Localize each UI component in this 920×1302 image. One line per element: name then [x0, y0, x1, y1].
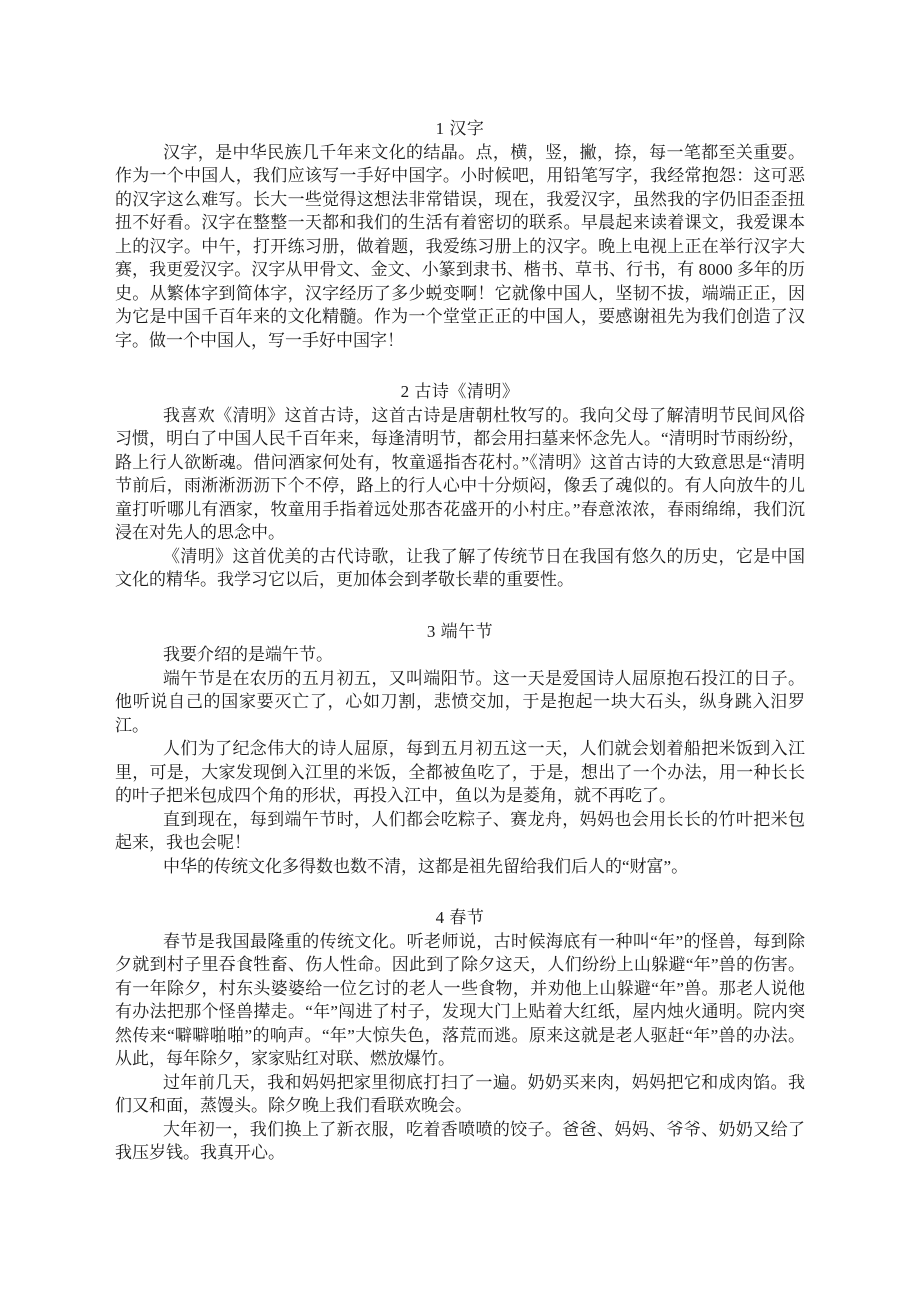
section-4-paragraph-1: 春节是我国最隆重的传统文化。听老师说，古时候海底有一种叫“年”的怪兽，每到除夕就到村子里吞食牲畜、伤人性命。因此到了除夕这天，人们纷纷上山躲避“年”兽的伤害。有一年除夕，村东头婆婆给一位乞讨的老人一些食物，并劝他上山躲避“年”兽。那老人说他有办法把那个怪兽撵走。“年”闯进了村子，发现大门上贴着大红纸，屋内烛火通明。院内突然传来“噼噼啪啪”的响声。“年”大惊失色，落荒而逃。原来这就是老人驱赶“年”兽的办法。从此，每年除夕，家家贴红对联、燃放爆竹。: [115, 931, 805, 1068]
section-duanwujie: [115, 620, 805, 879]
section-3-paragraph-1: 我要介绍的是端午节。: [163, 645, 333, 664]
section-chunjie: [115, 906, 805, 1165]
section-1-title: 1 汉字: [435, 119, 485, 138]
section-2-paragraph-1: 我喜欢《清明》这首古诗，这首古诗是唐朝杜牧写的。我向父母了解清明节民间风俗习惯，明白了中国人民千百年来，每逢清明节，都会用扫墓来怀念先人。“清明时节雨纷纷，路上行人欲断魂。借问酒家何处有，牧童遥指杏花村。”《清明》这首古诗的大致意思是“清明节前后，雨淅淅沥沥下个不停，路上的行人心中十分烦闷，像丢了魂似的。有人向放牛的儿童打听哪儿有酒家，牧童用手指着远处那杏花盛开的小村庄。”春意浓浓，春雨绵绵，我们沉浸在对先人的思念中。: [115, 405, 805, 542]
section-3-paragraph-2: 端午节是在农历的五月初五，又叫端阳节。这一天是爱国诗人屈原抱石投江的日子。他听说自己的国家要灭亡了，心如刀割，悲愤交加，于是抱起一块大石头，纵身跳入汨罗江。: [115, 668, 805, 735]
section-gushi-qingming: [115, 380, 805, 592]
section-4-title: 4 春节: [435, 908, 485, 927]
section-4-paragraph-3: 大年初一，我们换上了新衣服，吃着香喷喷的饺子。爸爸、妈妈、爷爷、奶奶又给了我压岁钱。我真开心。: [115, 1119, 805, 1162]
section-4-paragraph-2: 过年前几天，我和妈妈把家里彻底打扫了一遍。奶奶买来肉，妈妈把它和成肉馅。我们又和面，蒸馒头。除夕晚上我们看联欢晚会。: [115, 1072, 805, 1115]
section-hanzi: [115, 117, 805, 352]
section-3-paragraph-5: 中华的传统文化多得数也数不清，这都是祖先留给我们后人的“财富”。: [163, 856, 689, 876]
section-1-paragraph-1: 汉字，是中华民族几千年来文化的结晶。点，横，竖，撇，捺，每一笔都至关重要。作为一个中国人，我们应该写一手好中国字。小时候吧，用铅笔写字，我经常抱怨：这可恶的汉字这么难写。长大一些觉得这想法非常错误，现在，我爱汉字，虽然我的字仍旧歪歪扭扭不好看。汉字在整整一天都和我们的生活有着密切的联系。早晨起来读着课文，我爱课本上的汉字。中午，打开练习册，做着题，我爱练习册上的汉字。晚上电视上正在举行汉字大赛，我更爱汉字。汉字从甲骨文、金文、小篆到隶书、楷书、草书、行书，有 8000 多年的历史。从繁体字到简体字，汉字经历了多少蜕变啊！它就像中国人，坚韧不拔，端端正正，因为它是中国千百年来的文化精髓。作为一个堂堂正正的中国人，要感谢祖先为我们创造了汉字。做一个中国人，写一手好中国字！: [115, 142, 805, 350]
section-2-paragraph-2: 《清明》这首优美的古代诗歌，让我了解了传统节日在我国有悠久的历史，它是中国文化的精华。我学习它以后，更加体会到孝敬长辈的重要性。: [115, 546, 805, 589]
section-3-paragraph-3: 人们为了纪念伟大的诗人屈原，每到五月初五这一天，人们就会划着船把米饭到入江里，可是，大家发现倒入江里的米饭，全都被鱼吃了，于是，想出了一个办法，用一种长长的叶子把米包成四个角的形状，再投入江中，鱼以为是菱角，就不再吃了。: [115, 739, 805, 805]
section-2-title: 2 古诗《清明》: [400, 382, 520, 401]
section-3-paragraph-4: 直到现在，每到端午节时，人们都会吃粽子、赛龙舟，妈妈也会用长长的竹叶把米包起来，我也会呢！: [115, 809, 805, 852]
section-3-title: 3 端午节: [426, 621, 494, 641]
